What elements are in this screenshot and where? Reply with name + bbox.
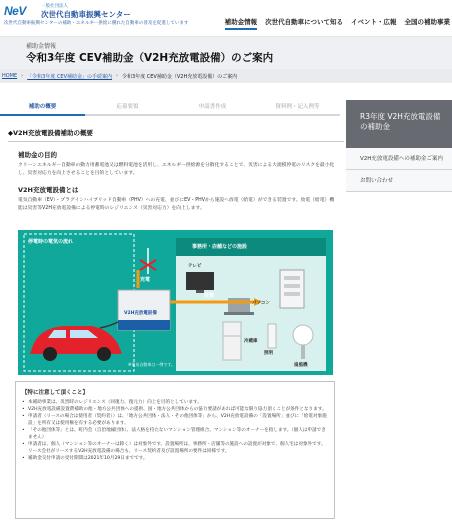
fan-label: 扇風機 [294, 363, 308, 368]
breadcrumb-separator-icon: › [116, 73, 119, 79]
v2h-text: 電気自動車（EV）・プラグインハイブリッド自動車（PHV）への充電、並びにEV・PHVから施設へ放電（給電）ができる装置です。放電（給電）機能は災害等V2H充放電設備による停電時のレジリエンス（災害対応力）を向上します。 [18, 198, 335, 211]
breadcrumb-separator-icon: › [21, 73, 24, 79]
nav-item-events-pr[interactable]: イベント・広報 [351, 18, 397, 26]
power-outage-label: 停電時の電気の流れ [28, 239, 74, 245]
site-logo[interactable]: NeV [4, 4, 26, 18]
page-title: 令和3年度 CEV補助金（V2H充放電設備）のご案内 [26, 52, 274, 64]
nav-item-subsidy-info[interactable]: 補助金情報 [225, 17, 258, 30]
step-overview[interactable]: 補助の概要 [0, 96, 85, 116]
sidebar-item-contact[interactable]: お問い合わせ [346, 170, 452, 192]
tv-label: テレビ [188, 264, 202, 269]
important-notes-box [15, 381, 335, 519]
breadcrumb-procedure-guide[interactable]: 「令和3年度 CEV補助金」の手続案内 [27, 73, 113, 80]
fridge-icon [223, 322, 241, 360]
tv-icon [186, 272, 214, 290]
step-document-examples[interactable]: 資料例・記入例等 [255, 96, 340, 116]
facility-label: 事務所・店舗などの施設 [192, 244, 248, 250]
sidebar-heading: R3年度 V2H充放電設備の補助金 [346, 100, 452, 148]
purpose-text: クリーンエネルギー自動車の動力用蓄電池又は燃料電池を活用し、エネルギー供給源を分散化することで、災害による大規模停電のリスクを最小化し、災害対応力を向上させることを目的としています。 [18, 163, 335, 176]
nav-item-about-next-gen-vehicles[interactable]: 次世代自動車について知る [265, 18, 343, 26]
pc-icon [228, 298, 250, 312]
v2h-diagram [18, 230, 333, 375]
org-type-label: 一般社団法人 [41, 4, 68, 9]
breadcrumb-home[interactable]: HOME [2, 73, 18, 79]
note-item: • 申請者は、個人（マンション等のオーナーは除く）は対象外です。設置場所は、事務所・店舗等の施設への設置が対象で、個人宅は対象外です。リース会社がリースするV2H充放電設備の場合も、リース契約者及び設置場所の要件は同様です。 [22, 441, 328, 455]
main-content [8, 128, 344, 212]
step-guidelines[interactable]: 応募要領 [85, 96, 170, 116]
notes-title: 【特に注意して頂くこと】 [22, 390, 89, 396]
discharge-label: 放電 [204, 293, 215, 299]
note-item: • 本補助事業は、災害時のレジリエンス（回復力、復元力）向上を目的としています。 [22, 399, 328, 406]
site-tagline: 次世代自動車振興センターの補助・エネルギー供給に優れた自動車の普及を促進しています [4, 21, 189, 26]
note-item: • 補助金交付申請の受付期間は2021年10月29日までです。 [22, 455, 328, 462]
fan-icon [293, 325, 313, 345]
pc-label: パソコン [252, 301, 270, 306]
step-application-form[interactable]: 申請書作成 [170, 96, 255, 116]
breadcrumb [0, 69, 452, 83]
note-item: • 申請者（リースの場合は使用者（契約者））は、「地方公共団体・法人・その他団体等」から、V2H充放電設備の「設置場所」並びに「給電対象施設」を所有又は使用権を有する必要があります。 [22, 413, 328, 427]
distribution-board-icon [280, 270, 304, 308]
charge-label: 充電 [140, 277, 151, 283]
illustration-footnote: ※電気自動車は一例です。 [128, 362, 176, 367]
charging-cable [100, 322, 118, 328]
page-category: 補助金情報 [26, 43, 57, 50]
lighting-icon [268, 324, 276, 348]
breadcrumb-current: 令和3年度 CEV補助金（V2H充放電設備）のご案内 [122, 73, 238, 80]
step-tabs [0, 96, 340, 116]
nav-item-national-subsidies[interactable]: 全国の補助事業 [404, 18, 450, 26]
section-title: ◆V2H充放電設備補助の概要 [8, 128, 344, 142]
note-item: • V2H充放電設備設置費補助の他・地方公共団体への提供、国・地方公共団体からの協力要請があれば可能な限り協力頂くことが条件となります。 [22, 406, 328, 413]
note-item: • 「その他団体等」とは、町内会（自治地縁団体）、法人格を持たないマンション管理組合、マンション等のオーナーを指します。（個人は申請できません） [22, 427, 328, 441]
org-name[interactable]: 次世代自動車振興センター [41, 10, 131, 19]
sidebar-item-v2h-subsidy-guide[interactable]: V2H充放電設備への補助金ご案内 [346, 148, 452, 170]
fridge-label: 冷蔵庫 [244, 339, 258, 344]
sidebar [346, 100, 452, 192]
purpose-heading: 補助金の目的 [18, 151, 57, 159]
v2h-unit-label: V2H充放電設備 [124, 311, 157, 316]
site-header [0, 0, 452, 36]
page-title-bar [0, 36, 452, 69]
global-nav [225, 17, 450, 30]
v2h-heading: V2H充放電設備とは [18, 186, 79, 194]
v2h-illustration [18, 230, 333, 375]
lighting-label: 照明 [264, 351, 273, 356]
